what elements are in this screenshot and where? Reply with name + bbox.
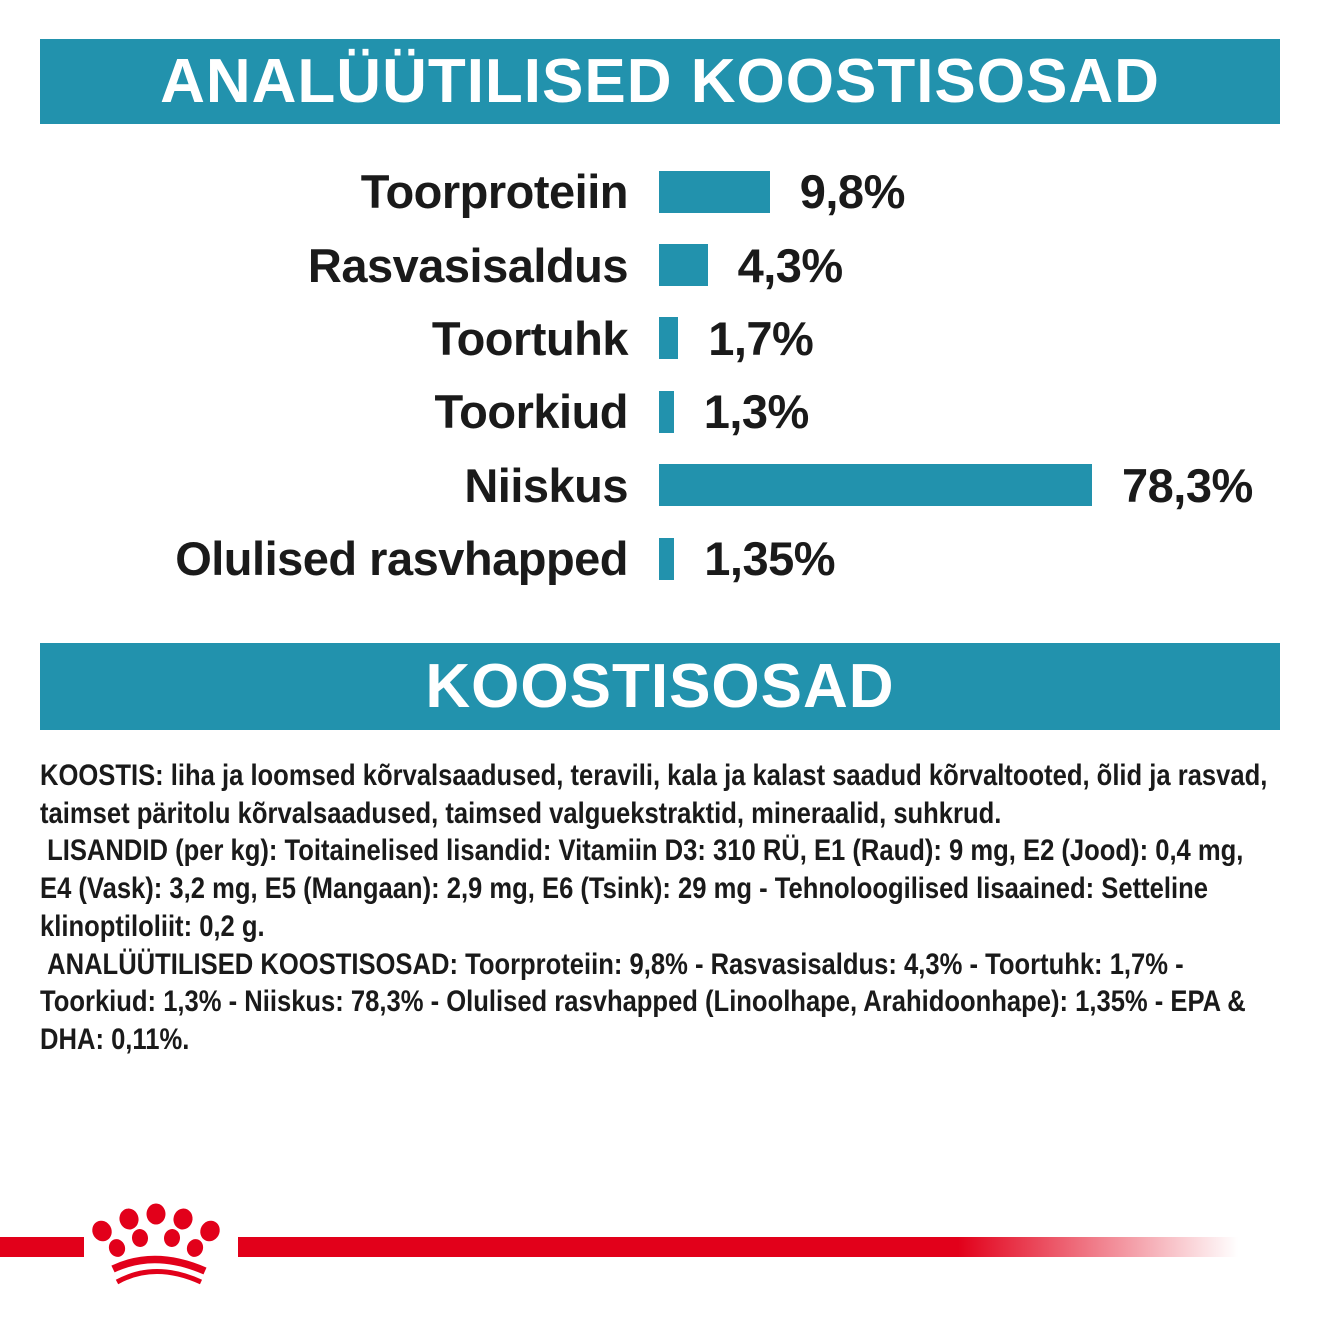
red-stripe-left — [0, 1237, 84, 1257]
section-header-analytical — [40, 39, 1280, 124]
bar-value: 9,8% — [799, 165, 905, 219]
bar — [659, 244, 708, 286]
paragraph-lisandid: LISANDID (per kg): Toitainelised lisandid: Vitamiin D3: 310 RÜ, E1 (Raud): 9 mg, E2 (Jood): 0,4 mg, E4 (Vask): 3,2 mg, E5 (Mangaan): 2,9 mg, E6 (Tsink): 29 mg - Tehnoloogilised lisaained: Setteline klinoptiloliit: 0,2 g. — [40, 834, 1251, 943]
chart-row — [0, 449, 1320, 522]
bar-value: 78,3% — [1122, 458, 1253, 512]
bar-value: 4,3% — [737, 238, 843, 292]
chart-row — [0, 228, 1320, 301]
bar-value: 1,35% — [704, 532, 836, 586]
bar-label: Olulised rasvhapped — [175, 532, 628, 586]
paragraph-analytical: ANALÜÜTILISED KOOSTISOSAD: Toorproteiin: 9,8% - Rasvasisaldus: 4,3% - Toortuhk: 1,7% - Toorkiud: 1,3% - Niiskus: 78,3% - Olulised rasvhapped (Linoolhape, Arahidoonhape): 1,35% - EPA & DHA: 0,11%. — [40, 947, 1253, 1056]
paragraph-koostis: KOOSTIS: liha ja loomsed kõrvalsaadused, teravili, kala ja kalast saadud kõrvaltooted, õlid ja rasvad, taimset päritolu kõrvalsaadused, taimsed valguekstraktid, mineraalid, suhkrud. — [40, 759, 1275, 830]
section-header-ingredients — [40, 643, 1280, 730]
ingredients-header-title: KOOSTISOSAD — [425, 652, 895, 721]
bar-label: Toorproteiin — [360, 165, 628, 219]
bar — [659, 171, 770, 213]
nutrient-bar-chart — [0, 155, 1320, 595]
chart-row — [0, 155, 1320, 228]
bar-value: 1,3% — [703, 385, 809, 439]
bar-value: 1,7% — [708, 311, 814, 365]
bar — [659, 317, 678, 359]
bar-label: Niiskus — [464, 458, 628, 512]
red-stripe-right — [238, 1237, 1238, 1257]
bar — [659, 538, 674, 580]
analytical-header-title: ANALÜÜTILISED KOOSTISOSAD — [160, 47, 1160, 116]
chart-row — [0, 375, 1320, 448]
bar-label: Toorkiud — [434, 385, 628, 439]
royal-canin-crown-logo — [88, 1198, 224, 1293]
chart-row — [0, 522, 1320, 595]
composition-text — [40, 757, 1280, 1059]
chart-row — [0, 302, 1320, 375]
bar-label: Rasvasisaldus — [307, 238, 628, 292]
bar — [659, 464, 1092, 506]
crown-base-arcs — [113, 1259, 205, 1282]
crown-dots — [89, 1204, 224, 1260]
bar-label: Toortuhk — [431, 311, 628, 365]
bar — [659, 391, 674, 433]
